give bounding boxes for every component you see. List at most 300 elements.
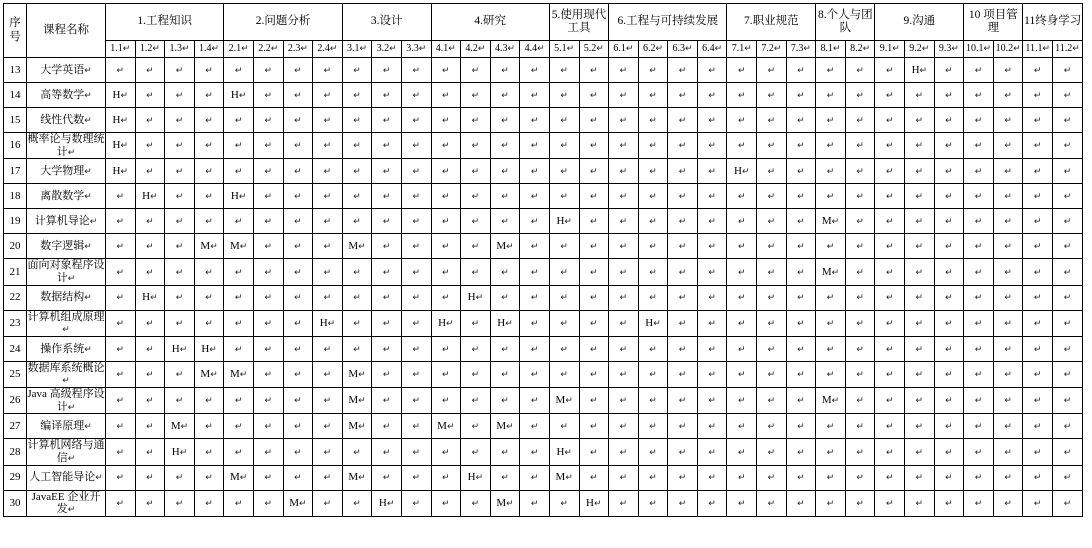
matrix-cell: ↵ — [372, 336, 402, 361]
matrix-cell: ↵ — [697, 414, 727, 439]
matrix-cell: ↵ — [106, 310, 136, 336]
matrix-cell: ↵ — [283, 361, 313, 387]
header-sub-2.1: 2.1↵ — [224, 41, 254, 58]
matrix-cell: ↵ — [875, 108, 905, 133]
matrix-cell: ↵ — [609, 83, 639, 108]
matrix-cell: ↵ — [253, 465, 283, 490]
table-row — [4, 310, 1083, 336]
matrix-cell: ↵ — [579, 388, 609, 414]
row-seq: 22 — [4, 285, 27, 310]
matrix-cell: ↵ — [875, 439, 905, 465]
matrix-cell: ↵ — [342, 83, 372, 108]
matrix-cell: M↵ — [194, 234, 224, 259]
matrix-cell: ↵ — [1053, 361, 1083, 387]
matrix-cell: ↵ — [668, 259, 698, 285]
matrix-cell: ↵ — [757, 336, 787, 361]
matrix-cell: ↵ — [461, 361, 491, 387]
matrix-cell: ↵ — [845, 58, 875, 83]
matrix-cell: ↵ — [253, 361, 283, 387]
matrix-cell: ↵ — [372, 209, 402, 234]
header-seq: 序号 — [4, 4, 27, 58]
matrix-cell: ↵ — [1053, 388, 1083, 414]
matrix-cell: ↵ — [609, 388, 639, 414]
matrix-header-group-row — [4, 4, 1083, 41]
matrix-cell: ↵ — [342, 159, 372, 184]
header-group-3: 3.设计 — [342, 4, 431, 41]
table-row — [4, 159, 1083, 184]
matrix-cell: ↵ — [875, 414, 905, 439]
matrix-cell: ↵ — [609, 310, 639, 336]
table-row — [4, 439, 1083, 465]
matrix-cell: ↵ — [401, 133, 431, 159]
header-sub-9.1: 9.1↵ — [875, 41, 905, 58]
matrix-cell: ↵ — [520, 234, 550, 259]
matrix-cell: ↵ — [253, 58, 283, 83]
matrix-cell: ↵ — [165, 159, 195, 184]
header-group-11: 11终身学习 — [1023, 4, 1083, 41]
matrix-cell: ↵ — [490, 285, 520, 310]
matrix-cell: ↵ — [549, 285, 579, 310]
row-course-name: 计算机组成原理↵ — [27, 310, 106, 336]
matrix-cell: ↵ — [875, 310, 905, 336]
matrix-cell: ↵ — [668, 490, 698, 516]
matrix-cell: ↵ — [964, 465, 994, 490]
matrix-cell: ↵ — [668, 285, 698, 310]
matrix-cell: H↵ — [549, 439, 579, 465]
matrix-cell: ↵ — [845, 259, 875, 285]
table-row — [4, 490, 1083, 516]
matrix-cell: ↵ — [875, 388, 905, 414]
matrix-cell: ↵ — [253, 184, 283, 209]
matrix-cell: ↵ — [816, 83, 846, 108]
matrix-cell: ↵ — [431, 285, 461, 310]
matrix-cell: M↵ — [342, 465, 372, 490]
matrix-cell: ↵ — [401, 414, 431, 439]
matrix-cell: ↵ — [579, 159, 609, 184]
matrix-cell: ↵ — [283, 184, 313, 209]
matrix-cell: H↵ — [135, 184, 165, 209]
matrix-cell: ↵ — [549, 184, 579, 209]
row-seq: 29 — [4, 465, 27, 490]
header-sub-4.4: 4.4↵ — [520, 41, 550, 58]
table-row — [4, 234, 1083, 259]
matrix-cell: ↵ — [253, 310, 283, 336]
matrix-cell: ↵ — [461, 209, 491, 234]
matrix-cell: ↵ — [401, 285, 431, 310]
matrix-cell: ↵ — [964, 414, 994, 439]
row-course-name: 数据结构↵ — [27, 285, 106, 310]
matrix-cell: M↵ — [224, 361, 254, 387]
matrix-cell: ↵ — [1053, 184, 1083, 209]
matrix-cell: ↵ — [816, 159, 846, 184]
matrix-cell: M↵ — [816, 388, 846, 414]
matrix-cell: ↵ — [668, 361, 698, 387]
matrix-cell: ↵ — [845, 133, 875, 159]
matrix-cell: ↵ — [816, 58, 846, 83]
matrix-cell: ↵ — [135, 336, 165, 361]
matrix-cell: ↵ — [253, 285, 283, 310]
matrix-cell: ↵ — [993, 184, 1023, 209]
matrix-cell: ↵ — [135, 159, 165, 184]
matrix-cell: ↵ — [1023, 285, 1053, 310]
matrix-cell: ↵ — [194, 58, 224, 83]
matrix-cell: ↵ — [520, 159, 550, 184]
matrix-cell: ↵ — [964, 336, 994, 361]
matrix-cell: ↵ — [786, 58, 816, 83]
matrix-cell: ↵ — [905, 490, 935, 516]
matrix-cell: ↵ — [697, 285, 727, 310]
matrix-cell: ↵ — [609, 58, 639, 83]
row-course-name: JavaEE 企业开发↵ — [27, 490, 106, 516]
matrix-cell: ↵ — [1053, 108, 1083, 133]
matrix-cell: ↵ — [845, 414, 875, 439]
matrix-cell: ↵ — [372, 465, 402, 490]
matrix-cell: ↵ — [549, 310, 579, 336]
matrix-cell: ↵ — [461, 159, 491, 184]
table-row — [4, 83, 1083, 108]
matrix-cell: ↵ — [993, 133, 1023, 159]
matrix-cell: ↵ — [106, 184, 136, 209]
matrix-cell: ↵ — [579, 361, 609, 387]
matrix-cell: ↵ — [372, 234, 402, 259]
matrix-cell: ↵ — [313, 184, 343, 209]
matrix-cell: ↵ — [165, 58, 195, 83]
matrix-cell: ↵ — [461, 184, 491, 209]
matrix-cell: ↵ — [816, 465, 846, 490]
matrix-cell: ↵ — [993, 108, 1023, 133]
matrix-cell: ↵ — [549, 336, 579, 361]
row-seq: 23 — [4, 310, 27, 336]
matrix-cell: ↵ — [727, 361, 757, 387]
matrix-cell: ↵ — [253, 388, 283, 414]
matrix-cell: H↵ — [224, 83, 254, 108]
matrix-header — [4, 4, 1083, 58]
matrix-cell: ↵ — [993, 83, 1023, 108]
matrix-cell: ↵ — [727, 310, 757, 336]
matrix-cell: ↵ — [194, 184, 224, 209]
matrix-cell: ↵ — [490, 336, 520, 361]
matrix-cell: ↵ — [461, 490, 491, 516]
matrix-cell: ↵ — [845, 465, 875, 490]
matrix-cell: ↵ — [934, 108, 964, 133]
matrix-cell: ↵ — [964, 108, 994, 133]
matrix-cell: ↵ — [283, 159, 313, 184]
matrix-cell: ↵ — [461, 439, 491, 465]
matrix-cell: ↵ — [786, 108, 816, 133]
header-sub-6.2: 6.2↵ — [638, 41, 668, 58]
matrix-cell: ↵ — [727, 83, 757, 108]
matrix-cell: ↵ — [697, 83, 727, 108]
matrix-cell: ↵ — [106, 209, 136, 234]
row-seq: 17 — [4, 159, 27, 184]
matrix-cell: ↵ — [845, 439, 875, 465]
matrix-cell: ↵ — [727, 465, 757, 490]
matrix-cell: ↵ — [757, 259, 787, 285]
matrix-cell: ↵ — [1023, 490, 1053, 516]
outcome-matrix-sheet — [0, 3, 1092, 548]
matrix-cell: ↵ — [283, 285, 313, 310]
header-sub-11.1: 11.1↵ — [1023, 41, 1053, 58]
matrix-cell: ↵ — [697, 336, 727, 361]
matrix-cell: ↵ — [520, 133, 550, 159]
matrix-cell: ↵ — [638, 285, 668, 310]
matrix-cell: ↵ — [727, 439, 757, 465]
matrix-cell: ↵ — [668, 184, 698, 209]
matrix-cell: ↵ — [1023, 83, 1053, 108]
matrix-cell: ↵ — [1023, 388, 1053, 414]
matrix-cell: ↵ — [549, 83, 579, 108]
matrix-cell: ↵ — [431, 465, 461, 490]
matrix-cell: ↵ — [342, 336, 372, 361]
matrix-cell: ↵ — [579, 465, 609, 490]
matrix-cell: ↵ — [431, 439, 461, 465]
matrix-cell: ↵ — [697, 58, 727, 83]
matrix-cell: ↵ — [875, 490, 905, 516]
matrix-cell: ↵ — [431, 209, 461, 234]
matrix-cell: ↵ — [313, 439, 343, 465]
matrix-cell: ↵ — [313, 465, 343, 490]
matrix-cell: ↵ — [816, 414, 846, 439]
matrix-cell: ↵ — [964, 159, 994, 184]
matrix-cell: ↵ — [786, 439, 816, 465]
matrix-cell: ↵ — [135, 83, 165, 108]
matrix-cell: ↵ — [934, 388, 964, 414]
matrix-cell: ↵ — [757, 209, 787, 234]
table-row — [4, 184, 1083, 209]
matrix-cell: ↵ — [609, 414, 639, 439]
matrix-cell: ↵ — [490, 108, 520, 133]
header-sub-6.4: 6.4↵ — [697, 41, 727, 58]
matrix-cell: ↵ — [520, 83, 550, 108]
matrix-cell: ↵ — [372, 58, 402, 83]
matrix-cell: ↵ — [609, 285, 639, 310]
table-row — [4, 388, 1083, 414]
matrix-cell: ↵ — [905, 133, 935, 159]
matrix-cell: ↵ — [993, 490, 1023, 516]
row-seq: 24 — [4, 336, 27, 361]
matrix-cell: M↵ — [283, 490, 313, 516]
matrix-cell: ↵ — [816, 285, 846, 310]
matrix-cell: M↵ — [342, 361, 372, 387]
matrix-cell: ↵ — [668, 58, 698, 83]
header-sub-2.2: 2.2↵ — [253, 41, 283, 58]
matrix-cell: ↵ — [786, 465, 816, 490]
matrix-cell: ↵ — [194, 209, 224, 234]
matrix-cell: ↵ — [372, 159, 402, 184]
matrix-cell: ↵ — [283, 259, 313, 285]
matrix-cell: ↵ — [845, 83, 875, 108]
matrix-cell: ↵ — [993, 209, 1023, 234]
header-group-1: 1.工程知识 — [106, 4, 224, 41]
matrix-cell: ↵ — [224, 133, 254, 159]
matrix-cell: M↵ — [342, 414, 372, 439]
matrix-cell: ↵ — [934, 58, 964, 83]
matrix-cell: ↵ — [579, 108, 609, 133]
matrix-cell: ↵ — [490, 159, 520, 184]
header-course-name: 课程名称 — [27, 4, 106, 58]
matrix-cell: ↵ — [372, 108, 402, 133]
matrix-cell: ↵ — [313, 388, 343, 414]
matrix-cell: ↵ — [135, 361, 165, 387]
matrix-cell: ↵ — [1023, 108, 1053, 133]
header-group-7: 7.职业规范 — [727, 4, 816, 41]
matrix-cell: ↵ — [165, 83, 195, 108]
matrix-cell: ↵ — [1023, 259, 1053, 285]
matrix-cell: ↵ — [490, 83, 520, 108]
matrix-cell: H↵ — [165, 336, 195, 361]
matrix-cell: ↵ — [313, 209, 343, 234]
matrix-cell: ↵ — [697, 439, 727, 465]
matrix-cell: ↵ — [668, 465, 698, 490]
matrix-cell: ↵ — [135, 234, 165, 259]
matrix-cell: ↵ — [875, 58, 905, 83]
matrix-cell: ↵ — [816, 234, 846, 259]
header-sub-6.3: 6.3↵ — [668, 41, 698, 58]
matrix-cell: ↵ — [372, 439, 402, 465]
matrix-cell: M↵ — [549, 388, 579, 414]
matrix-cell: ↵ — [549, 259, 579, 285]
matrix-cell: ↵ — [905, 184, 935, 209]
matrix-cell: ↵ — [816, 336, 846, 361]
matrix-cell: ↵ — [786, 490, 816, 516]
matrix-cell: ↵ — [993, 414, 1023, 439]
matrix-cell: ↵ — [579, 439, 609, 465]
matrix-cell: ↵ — [964, 388, 994, 414]
matrix-cell: ↵ — [342, 490, 372, 516]
matrix-cell: ↵ — [1053, 439, 1083, 465]
matrix-cell: ↵ — [431, 159, 461, 184]
matrix-cell: ↵ — [165, 465, 195, 490]
matrix-cell: ↵ — [905, 234, 935, 259]
matrix-cell: ↵ — [816, 310, 846, 336]
matrix-cell: ↵ — [401, 388, 431, 414]
matrix-cell: ↵ — [342, 133, 372, 159]
matrix-cell: ↵ — [224, 310, 254, 336]
matrix-cell: ↵ — [638, 159, 668, 184]
matrix-cell: ↵ — [1023, 184, 1053, 209]
header-sub-1.2: 1.2↵ — [135, 41, 165, 58]
matrix-cell: ↵ — [727, 388, 757, 414]
matrix-cell: ↵ — [845, 388, 875, 414]
matrix-cell: ↵ — [549, 133, 579, 159]
matrix-cell: ↵ — [401, 83, 431, 108]
matrix-cell: ↵ — [964, 439, 994, 465]
matrix-cell: ↵ — [520, 465, 550, 490]
matrix-cell: ↵ — [313, 259, 343, 285]
header-sub-4.1: 4.1↵ — [431, 41, 461, 58]
matrix-cell: ↵ — [786, 159, 816, 184]
matrix-cell: ↵ — [342, 209, 372, 234]
matrix-cell: ↵ — [845, 490, 875, 516]
matrix-cell: ↵ — [638, 234, 668, 259]
matrix-cell: ↵ — [668, 310, 698, 336]
matrix-cell: ↵ — [993, 465, 1023, 490]
matrix-cell: ↵ — [194, 439, 224, 465]
matrix-cell: ↵ — [313, 108, 343, 133]
matrix-cell: ↵ — [579, 184, 609, 209]
matrix-cell: ↵ — [668, 388, 698, 414]
matrix-cell: ↵ — [194, 490, 224, 516]
matrix-cell: ↵ — [194, 388, 224, 414]
matrix-cell: ↵ — [786, 83, 816, 108]
matrix-cell: ↵ — [905, 108, 935, 133]
matrix-cell: ↵ — [135, 133, 165, 159]
matrix-cell: ↵ — [1053, 310, 1083, 336]
matrix-cell: ↵ — [253, 133, 283, 159]
matrix-cell: H↵ — [490, 310, 520, 336]
header-sub-9.3: 9.3↵ — [934, 41, 964, 58]
matrix-cell: ↵ — [638, 388, 668, 414]
matrix-cell: ↵ — [461, 133, 491, 159]
row-course-name: Java 高级程序设计↵ — [27, 388, 105, 413]
matrix-cell: ↵ — [401, 336, 431, 361]
matrix-cell: ↵ — [1053, 336, 1083, 361]
matrix-cell: ↵ — [964, 361, 994, 387]
matrix-cell: ↵ — [194, 108, 224, 133]
matrix-cell: ↵ — [1023, 414, 1053, 439]
header-group-2: 2.问题分析 — [224, 4, 342, 41]
matrix-cell: ↵ — [313, 414, 343, 439]
matrix-cell: ↵ — [224, 388, 254, 414]
row-course-name: 概率论与数理统计↵ — [27, 133, 105, 158]
matrix-cell: ↵ — [845, 184, 875, 209]
table-row — [4, 209, 1083, 234]
matrix-cell: ↵ — [786, 133, 816, 159]
matrix-cell: ↵ — [757, 234, 787, 259]
header-sub-10.2: 10.2↵ — [993, 41, 1023, 58]
matrix-cell: ↵ — [875, 361, 905, 387]
matrix-cell: ↵ — [106, 465, 136, 490]
matrix-cell: ↵ — [520, 439, 550, 465]
row-course-name: 数字逻辑↵ — [27, 234, 106, 259]
matrix-cell: H↵ — [106, 83, 136, 108]
matrix-cell: ↵ — [549, 58, 579, 83]
header-sub-3.2: 3.2↵ — [372, 41, 402, 58]
matrix-cell: ↵ — [165, 310, 195, 336]
matrix-cell: ↵ — [786, 388, 816, 414]
matrix-cell: ↵ — [283, 58, 313, 83]
row-course-name: 数据库系统概论↵ — [27, 361, 106, 387]
matrix-cell: H↵ — [372, 490, 402, 516]
matrix-cell: ↵ — [579, 83, 609, 108]
matrix-cell: ↵ — [964, 209, 994, 234]
matrix-cell: ↵ — [993, 234, 1023, 259]
header-sub-3.3: 3.3↵ — [401, 41, 431, 58]
matrix-cell: ↵ — [253, 490, 283, 516]
row-course-name: 大学物理↵ — [27, 159, 106, 184]
matrix-cell: ↵ — [697, 209, 727, 234]
matrix-cell: ↵ — [786, 336, 816, 361]
header-sub-1.1: 1.1↵ — [106, 41, 136, 58]
matrix-cell: ↵ — [372, 259, 402, 285]
matrix-cell: ↵ — [845, 209, 875, 234]
matrix-cell: ↵ — [816, 361, 846, 387]
matrix-cell: ↵ — [283, 439, 313, 465]
matrix-cell: M↵ — [549, 465, 579, 490]
matrix-cell: ↵ — [224, 108, 254, 133]
matrix-cell: ↵ — [786, 361, 816, 387]
matrix-cell: ↵ — [401, 108, 431, 133]
matrix-cell: ↵ — [106, 58, 136, 83]
matrix-cell: ↵ — [461, 83, 491, 108]
matrix-cell: ↵ — [609, 234, 639, 259]
matrix-cell: ↵ — [1023, 159, 1053, 184]
matrix-cell: ↵ — [342, 310, 372, 336]
matrix-cell: ↵ — [757, 58, 787, 83]
table-row — [4, 336, 1083, 361]
matrix-cell: ↵ — [964, 58, 994, 83]
matrix-cell: ↵ — [816, 108, 846, 133]
